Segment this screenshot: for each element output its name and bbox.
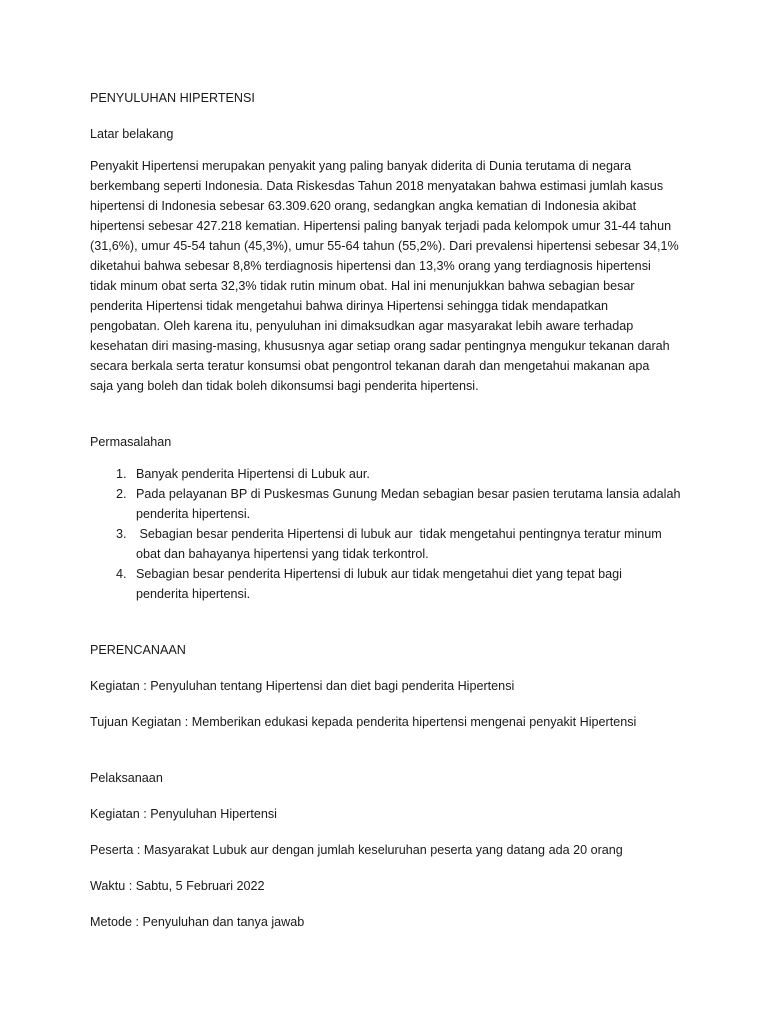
list-line: penderita hipertensi.: [136, 587, 251, 601]
list-number: 4.: [116, 567, 127, 581]
latar-paragraph: [90, 156, 690, 396]
pelaksanaan-kegiatan: Kegiatan : Penyuluhan Hipertensi: [90, 807, 277, 821]
paragraph-line: hipertensi di Indonesia sebesar 63.309.620 orang, sedangkan angka kematian di Indonesia akibat: [90, 199, 637, 213]
pelaksanaan-waktu: Waktu : Sabtu, 5 Februari 2022: [90, 879, 265, 893]
paragraph-line: secara berkala serta teratur konsumsi obat pengontrol tekanan darah dan mengetahui makanan apa: [90, 359, 650, 373]
paragraph-line: hipertensi sebesar 427.218 kematian. Hipertensi paling banyak terjadi pada kelompok umur 31-44 tahun: [90, 219, 672, 233]
pelaksanaan-metode: Metode : Penyuluhan dan tanya jawab: [90, 915, 305, 929]
paragraph-line: berkembang seperti Indonesia. Data Riskesdas Tahun 2018 menyatakan bahwa estimasi jumlah kasus: [90, 179, 664, 193]
list-line: penderita hipertensi.: [136, 507, 251, 521]
pelaksanaan-heading: Pelaksanaan: [90, 771, 163, 785]
perencanaan-kegiatan: Kegiatan : Penyuluhan tentang Hipertensi dan diet bagi penderita Hipertensi: [90, 679, 515, 693]
list-line: obat dan bahayanya hipertensi yang tidak terkontrol.: [136, 547, 429, 561]
list-item: [90, 564, 690, 604]
permasalahan-heading: Permasalahan: [90, 435, 172, 449]
paragraph-line: Penyakit Hipertensi merupakan penyakit yang paling banyak diderita di Dunia terutama di negara: [90, 159, 632, 173]
list-item: [90, 464, 690, 484]
list-number: 1.: [116, 467, 127, 481]
list-number: 2.: [116, 487, 127, 501]
paragraph-line: pengobatan. Oleh karena itu, penyuluhan ini dimaksudkan agar masyarakat lebih aware terhadap: [90, 319, 634, 333]
list-line: Sebagian besar penderita Hipertensi di lubuk aur tidak mengetahui pentingnya teratur minum: [136, 527, 662, 541]
list-line: Sebagian besar penderita Hipertensi di lubuk aur tidak mengetahui diet yang tepat bagi: [136, 567, 622, 581]
list-line: Pada pelayanan BP di Puskesmas Gunung Medan sebagian besar pasien terutama lansia adalah: [136, 487, 681, 501]
paragraph-line: kesehatan diri masing-masing, khususnya agar setiap orang sadar pentingnya mengukur tekanan darah: [90, 339, 670, 353]
paragraph-line: penderita Hipertensi tidak mengetahui bahwa dirinya Hipertensi sehingga tidak mendapatkan: [90, 299, 609, 313]
list-item: [90, 484, 690, 524]
paragraph-line: (31,6%), umur 45-54 tahun (45,3%), umur 55-64 tahun (55,2%). Dari prevalensi hipertensi sebesar 34,1%: [90, 239, 679, 253]
paragraph-line: tidak minum obat serta 32,3% tidak rutin minum obat. Hal ini menunjukkan bahwa sebagian besar: [90, 279, 635, 293]
paragraph-line: diketahui bahwa sebesar 8,8% terdiagnosis hipertensi dan 13,3% orang yang terdiagnosis hipertensi: [90, 259, 651, 273]
permasalahan-list: [90, 464, 690, 604]
list-line: Banyak penderita Hipertensi di Lubuk aur.: [136, 467, 370, 481]
perencanaan-tujuan: Tujuan Kegiatan : Memberikan edukasi kepada penderita hipertensi mengenai penyakit Hipertensi: [90, 715, 637, 729]
paragraph-line: saja yang boleh dan tidak boleh dikonsumsi bagi penderita hipertensi.: [90, 379, 479, 393]
list-number: 3.: [116, 527, 127, 541]
perencanaan-heading: PERENCANAAN: [90, 643, 186, 657]
pelaksanaan-peserta: Peserta : Masyarakat Lubuk aur dengan jumlah keseluruhan peserta yang datang ada 20 orang: [90, 843, 623, 857]
document-page: [90, 88, 690, 932]
latar-heading: Latar belakang: [90, 127, 174, 141]
document-title: PENYULUHAN HIPERTENSI: [90, 91, 255, 105]
list-item: [90, 524, 690, 564]
